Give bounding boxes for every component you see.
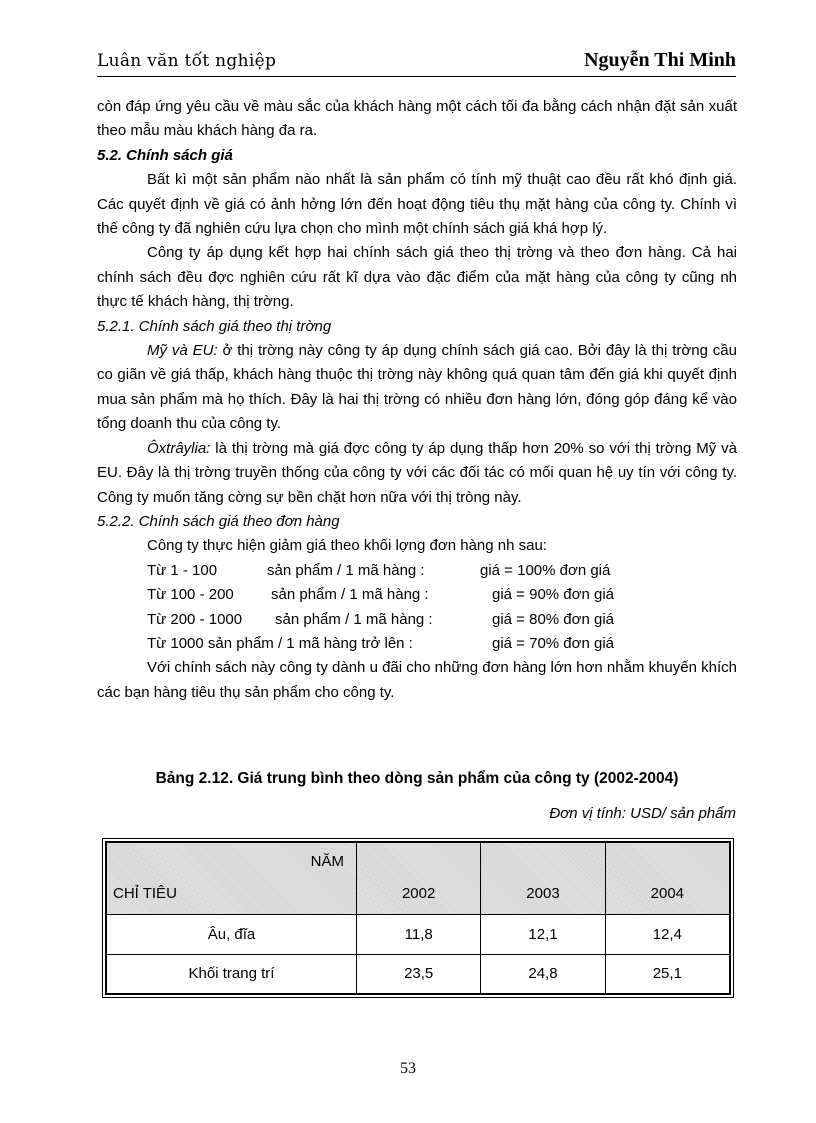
table-row [107, 954, 730, 994]
header-author-name: Nguyễn Thi Minh [584, 49, 736, 71]
price-table [102, 838, 734, 998]
paragraph-color-requirements: còn đáp ứng yêu cầu về màu sắc của khách hàng một cách tối đa bằng cách nhận đặt sản xuất theo mẫu màu khách hàng đa ra. [97, 98, 737, 140]
paragraph-volume-discount: Công ty thực hiện giảm giá theo khối lợng đơn hàng nh sau: [147, 537, 547, 555]
paragraph-pricing-difficulty: Bất kì một sản phẩm nào nhất là sản phẩm có tính mỹ thuật cao đều rất khó định giá. Các quyết định về giá có ảnh hởng lớn đến hoạt động tiêu thụ mặt hàng của công ty. Chính vì thế công ty đã nghiên cứu lựa chọn cho mình một chính sách giá khá hợp lý. [97, 171, 737, 238]
paragraph-large-order-incentive: Với chính sách này công ty dành u đãi cho những đơn hàng lớn hơn nhằm khuyến khích các bạn hàng tiêu thụ sản phẩm cho công ty. [97, 659, 737, 701]
paragraph-australia-market [97, 437, 737, 510]
header-thesis-title: Luân văn tốt nghiệp [97, 51, 277, 71]
year-header: 2004 [605, 843, 729, 915]
table-corner-cell [107, 843, 357, 915]
row-value: 11,8 [357, 915, 481, 955]
section-heading-5-2: 5.2. Chính sách giá [97, 146, 233, 164]
row-value: 12,1 [481, 915, 605, 955]
body-text [97, 95, 737, 705]
section-heading-5-2-2: 5.2.2. Chính sách giá theo đơn hàng [97, 512, 340, 530]
discount-tier [97, 583, 737, 607]
tier-price: giá = 100% đơn giá [480, 561, 611, 579]
section-heading-5-2-1: 5.2.1. Chính sách giá theo thị trờng [97, 317, 332, 335]
paragraph-us-eu-market [97, 339, 737, 437]
table-caption: Bảng 2.12. Giá trung bình theo dòng sản phẩm của công ty (2002-2004) [155, 770, 679, 787]
discount-tier [97, 632, 737, 656]
table-unit-note: Đơn vị tính: USD/ sản phẩm [549, 805, 736, 822]
corner-year-label: NĂM [310, 853, 344, 870]
discount-tier [97, 608, 737, 632]
page-number: 53 [400, 1060, 416, 1077]
tier-unit: sản phẩm / 1 mã hàng : [275, 610, 433, 628]
paragraph-us-eu-text: ở thị trờng này công ty áp dụng chính sách giá cao. Bởi đây là thị trờng cầu co giãn về giá thấp, khách hàng thuộc thị trờng này không quá quan tâm đến giá khi quyết định mua sản phẩm mà họ thích. Đây là hai thị trờng có nhiều đơn hàng lớn, đóng góp đáng kể vào tổng doanh thu của công ty. [97, 342, 737, 433]
tier-unit: sản phẩm / 1 mã hàng : [271, 586, 429, 604]
market-label-us-eu: Mỹ và EU: [147, 342, 218, 360]
row-product-name: Khối trang trí [107, 954, 357, 994]
tier-range: Từ 1 - 100 [147, 561, 218, 579]
header-rule [97, 76, 736, 77]
year-header: 2002 [357, 843, 481, 915]
row-value: 12,4 [605, 915, 729, 955]
page-header [97, 47, 736, 75]
row-value: 24,8 [481, 954, 605, 994]
discount-tier [97, 559, 737, 583]
market-label-australia: Ôxtrâylia: [147, 439, 211, 457]
tier-unit: sản phẩm / 1 mã hàng : [267, 561, 425, 579]
table-header-row [107, 843, 730, 915]
tier-range: Từ 200 - 1000 [147, 610, 243, 628]
tier-price: giá = 70% đơn giá [492, 634, 615, 652]
row-value: 23,5 [357, 954, 481, 994]
year-header: 2003 [481, 843, 605, 915]
tier-price: giá = 80% đơn giá [492, 610, 615, 628]
row-product-name: Âu, đĩa [107, 915, 357, 955]
corner-indicator-label: CHỈ TIÊU [113, 885, 177, 902]
row-value: 25,1 [605, 954, 729, 994]
table-row [107, 915, 730, 955]
paragraph-australia-text: là thị trờng mà giá đợc công ty áp dụng thấp hơn 20% so với thị trờng Mỹ và EU. Đây là thị trờng truyền thống của công ty với các đối tác có mối quan hệ uy tín với công ty. Công ty muốn tăng cờng sự bền chặt hơn nữa với thị tròng này. [97, 439, 737, 506]
tier-range: Từ 100 - 200 [147, 586, 234, 604]
tier-range: Từ 1000 sản phẩm / 1 mã hàng trở lên : [147, 634, 413, 652]
tier-price: giá = 90% đơn giá [492, 586, 615, 604]
paragraph-combined-policy: Công ty áp dụng kết hợp hai chính sách giá theo thị trờng và theo đơn hàng. Cả hai chính sách đều đợc nghiên cứu rất kĩ dựa vào đặc điểm của mặt hàng của công ty cũng nh thực tế khách hàng, thị trờng. [97, 244, 737, 311]
